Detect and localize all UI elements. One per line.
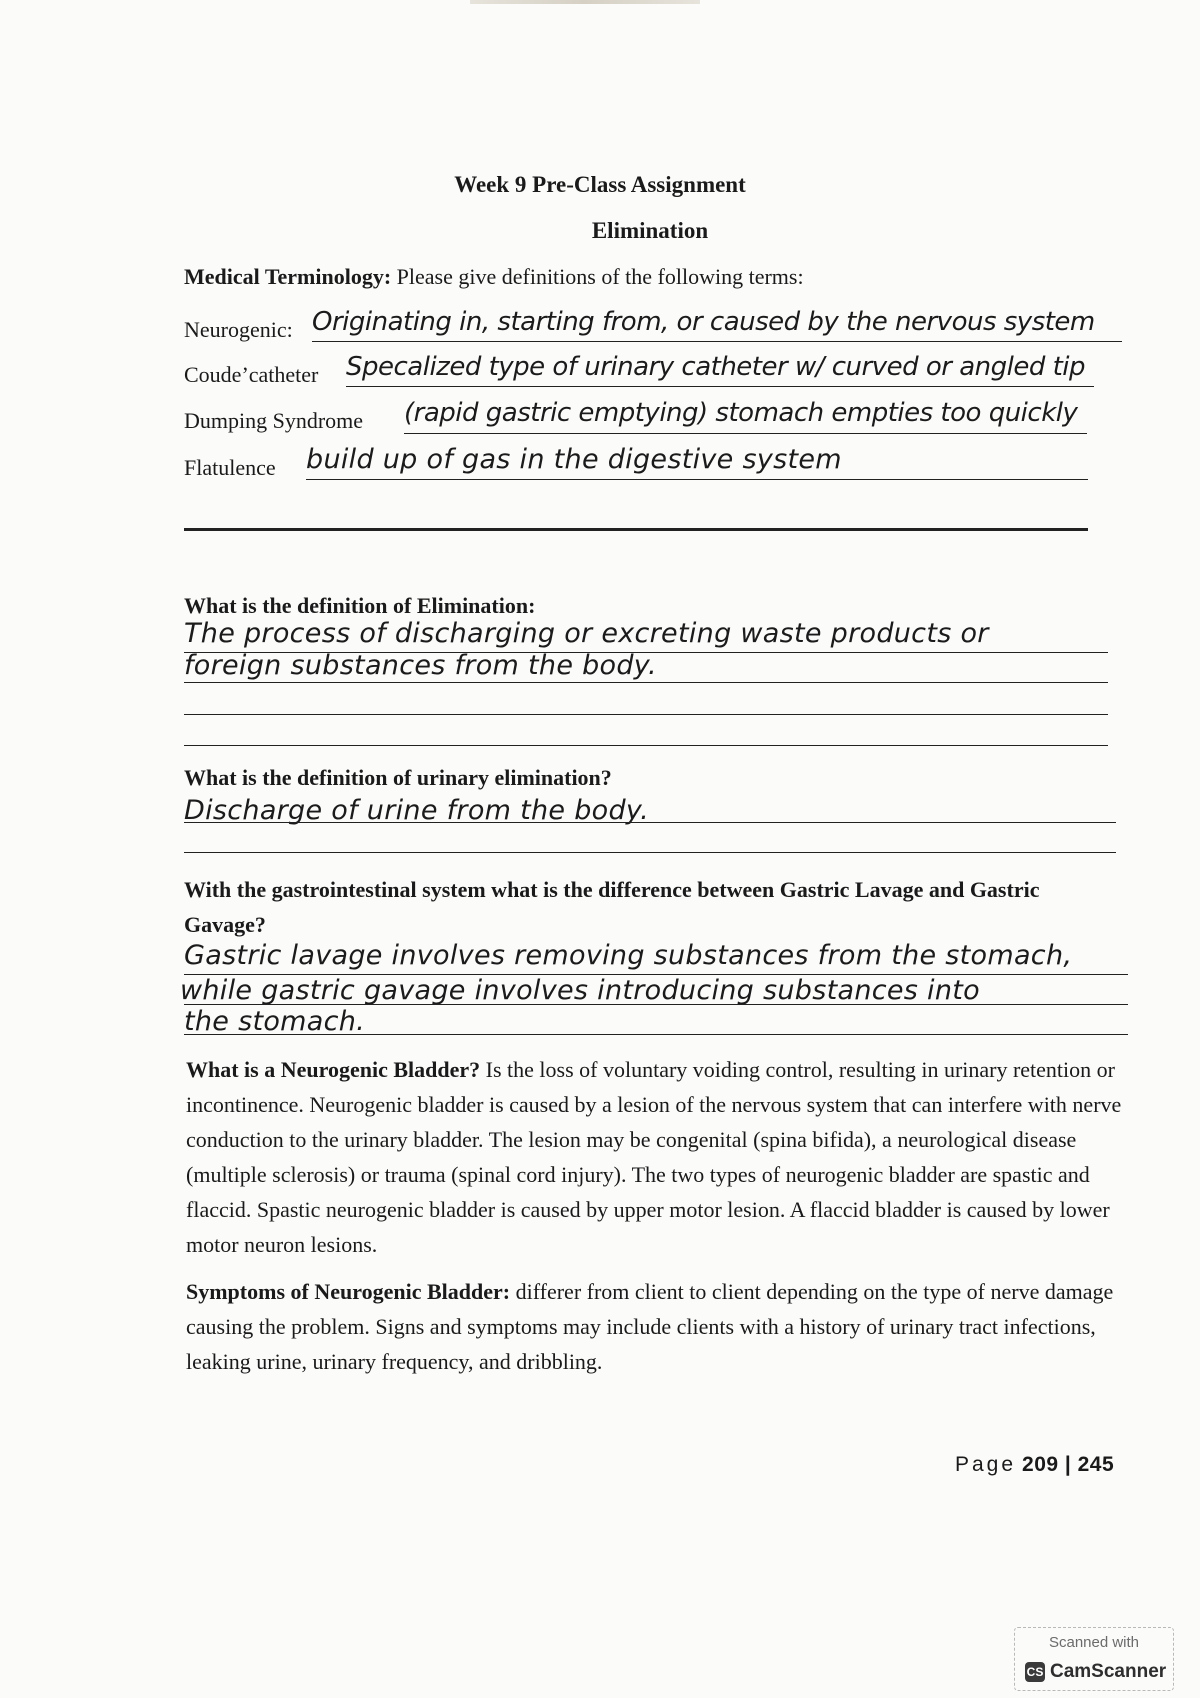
neurogenic-bladder-heading: What is a Neurogenic Bladder? xyxy=(186,1057,481,1082)
question-urinary-elimination: What is the definition of urinary elimination? xyxy=(184,765,612,790)
camscanner-logo-icon: CS xyxy=(1025,1662,1045,1682)
symptoms-heading: Symptoms of Neurogenic Bladder: xyxy=(186,1279,511,1304)
answer-elimination-line1: The process of discharging or excreting waste products or xyxy=(184,618,989,649)
answer-dumping-syndrome: (rapid gastric emptying) stomach empties too quickly xyxy=(404,398,1078,428)
answer-gastric-line2: while gastric gavage involves introducing substances into xyxy=(180,975,980,1006)
section-divider xyxy=(184,528,1088,531)
camscanner-watermark xyxy=(1014,1627,1174,1691)
page-number xyxy=(955,1453,1114,1477)
answer-line xyxy=(312,341,1122,342)
answer-coude-catheter: Specalized type of urinary catheter w/ curved or angled tip xyxy=(346,352,1086,382)
terminology-intro-bold: Medical Terminology: xyxy=(184,264,392,289)
page-number-value: 209 | 245 xyxy=(1022,1453,1115,1476)
watermark-brand: CamScanner xyxy=(1050,1661,1167,1682)
symptoms-paragraph xyxy=(186,1274,1136,1379)
term-neurogenic: Neurogenic: xyxy=(184,317,293,342)
term-coude-catheter: Coude’catheter xyxy=(184,362,319,387)
terminology-intro-text: Please give definitions of the following terms: xyxy=(391,264,804,289)
page-subtitle: Elimination xyxy=(591,218,709,243)
answer-line xyxy=(306,479,1088,480)
neurogenic-bladder-paragraph xyxy=(186,1052,1136,1262)
question-elimination: What is the definition of Elimination: xyxy=(184,593,536,618)
page-title: Week 9 Pre-Class Assignment xyxy=(454,172,746,197)
answer-line xyxy=(184,852,1116,853)
answer-line xyxy=(184,682,1108,683)
answer-flatulence: build up of gas in the digestive system xyxy=(306,444,842,475)
scan-artifact xyxy=(470,0,700,4)
answer-line xyxy=(184,1034,1128,1035)
answer-line xyxy=(404,433,1087,434)
question-gastric-line2: Gavage? xyxy=(184,912,266,937)
answer-line xyxy=(184,822,1116,823)
answer-urinary-elimination: Discharge of urine from the body. xyxy=(184,795,649,826)
answer-line xyxy=(184,745,1108,746)
neurogenic-bladder-text: Is the loss of voluntary voiding control, resulting in urinary retention or incontinence. Neurogenic bladder is caused by a lesion of the nervous system that can interfere with nerve conduction to the urinary bladder. The lesion may be congenital (spina bifida), a neurological disease (multiple sclerosis) or trauma (spinal cord injury). The two types of neurogenic bladder are spastic and flaccid. Spastic neurogenic bladder is caused by upper motor lesion. A flaccid bladder is caused by lower motor neuron lesions. xyxy=(186,1057,1122,1257)
term-dumping-syndrome: Dumping Syndrome xyxy=(184,408,364,433)
question-gastric-line1: With the gastrointestinal system what is the difference between Gastric Lavage and Gastric xyxy=(184,877,1040,902)
answer-neurogenic: Originating in, starting from, or caused by the nervous system xyxy=(312,307,1095,337)
terminology-intro xyxy=(184,264,804,290)
symptoms-text: differer from client to client depending on the type of nerve damage causing the problem. Signs and symptoms may include clients with a history of urinary tract infections, leaking urine, urinary frequency, and dribbling. xyxy=(186,1279,1114,1374)
watermark-caption: Scanned with xyxy=(1048,1634,1140,1651)
answer-elimination-line2: foreign substances from the body. xyxy=(184,650,657,681)
answer-line xyxy=(346,386,1094,387)
answer-line xyxy=(184,714,1108,715)
answer-gastric-line1: Gastric lavage involves removing substances from the stomach, xyxy=(184,940,1073,971)
answer-gastric-line3: the stomach. xyxy=(184,1006,366,1037)
page-word: Page xyxy=(955,1453,1017,1476)
term-flatulence: Flatulence xyxy=(184,455,276,480)
answer-line xyxy=(184,1004,1128,1005)
